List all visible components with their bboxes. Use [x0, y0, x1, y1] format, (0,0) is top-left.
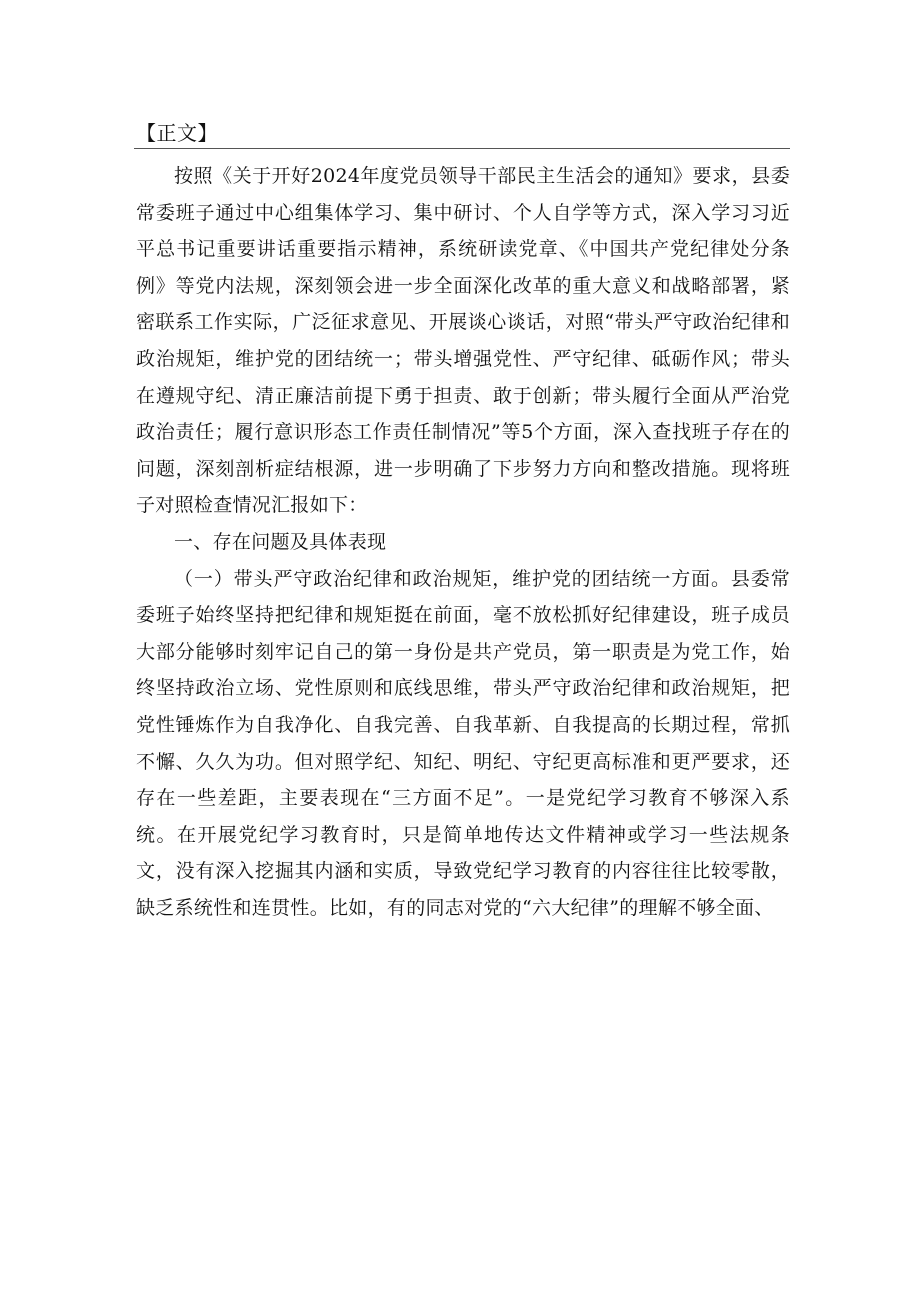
document-body [136, 158, 790, 926]
section-tag: 【正文】 [136, 121, 218, 145]
intro-paragraph: 按照《关于开好2024年度党员领导干部民主生活会的通知》要求，县委常委班子通过中心组集体学习、集中研讨、个人自学等方式，深入学习习近平总书记重要讲话重要指示精神，系统研读党章、《中国共产党纪律处分条例》等党内法规，深刻领会进一步全面深化改革的重大意义和战略部署，紧密联系工作实际，广泛征求意见、开展谈心谈话，对照“带头严守政治纪律和政治规矩，维护党的团结统一；带头增强党性、严守纪律、砥砺作风；带头在遵规守纪、清正廉洁前提下勇于担责、敢于创新；带头履行全面从严治党政治责任；履行意识形态工作责任制情况”等5个方面，深入查找班子存在的问题，深刻剖析症结根源，进一步明确了下步努力方向和整改措施。现将班子对照检查情况汇报如下： [136, 165, 790, 517]
subsection-paragraph: （一）带头严守政治纪律和政治规矩，维护党的团结统一方面。县委常委班子始终坚持把纪律和规矩挺在前面，毫不放松抓好纪律建设，班子成员大部分能够时刻牢记自己的第一身份是共产党员，第一职责是为党工作，始终坚持政治立场、党性原则和底线思维，带头严守政治纪律和政治规矩，把党性锤炼作为自我净化、自我完善、自我革新、自我提高的长期过程，常抓不懈、久久为功。但对照学纪、知纪、明纪、守纪更高标准和更严要求，还存在一些差距，主要表现在“三方面不足”。一是党纪学习教育不够深入系统。在开展党纪学习教育时，只是简单地传达文件精神或学习一些法规条文，没有深入挖掘其内涵和实质，导致党纪学习教育的内容往往比较零散，缺乏系统性和连贯性。比如，有的同志对党的“六大纪律”的理解不够全面、 [136, 567, 790, 919]
header-divider [134, 148, 790, 149]
section-heading: 一、存在问题及具体表现 [174, 530, 387, 553]
